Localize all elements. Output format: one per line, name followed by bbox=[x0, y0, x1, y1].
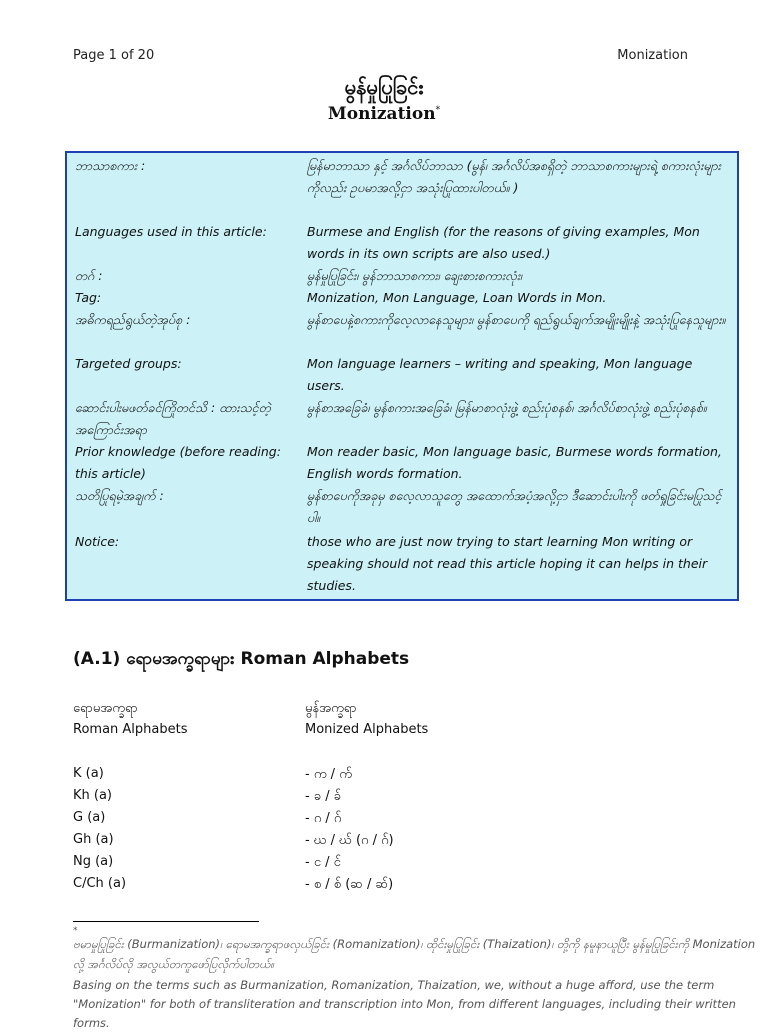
info-label: Languages used in this article: bbox=[75, 224, 267, 239]
column-header-right-burmese: မွန်အက္ခရာ bbox=[305, 701, 357, 716]
info-label: အဓိကရည်ရွယ်တဲ့အုပ်စု : bbox=[75, 312, 191, 327]
page-header-right: Monization bbox=[617, 48, 688, 63]
column-header-right-english: Monized Alphabets bbox=[305, 722, 429, 737]
alphabet-mon: - စ / စ် (ဆ / ဆ်) bbox=[305, 877, 394, 892]
column-header-left-burmese: ရောမအက္ခရာ bbox=[73, 701, 138, 716]
title-english-text: Monization bbox=[327, 104, 436, 124]
info-label: Tag: bbox=[75, 290, 102, 305]
info-label: Targeted groups: bbox=[75, 356, 182, 371]
info-label: Prior knowledge (before reading: this article) bbox=[75, 444, 281, 481]
alphabet-roman: G (a) bbox=[73, 810, 106, 825]
footnote-rule bbox=[73, 921, 259, 922]
info-value: မြန်မာဘာသာ နှင့် အင်္ဂလိပ်ဘာသာ (မွန်၊ အင်္ဂလိပ်အစရှိတဲ့ ဘာသာစကားများရဲ့ စကားလုံးများကိုလည်း ဥပမာအလို့ငှာ အသုံးပြုထားပါတယ်။ ) bbox=[307, 158, 721, 195]
info-value: မွန်စာပေကိုအခုမှ စလေ့လာသူတွေ အထောက်အပံ့အလို့ငှာ ဒီဆောင်းပါးကို ဖတ်ရှုခြင်းမပြုသင့်ပါ။ bbox=[307, 488, 722, 525]
info-value: မွန်စာပေနဲ့စကားကိုလေ့လာနေသူများ၊ မွန်စာပေကို ရည်ရွယ်ချက်အမျိုးမျိုးနဲ့ အသုံးပြုနေသူများ။ bbox=[307, 312, 726, 327]
alphabet-roman: Gh (a) bbox=[73, 832, 114, 847]
info-value: those who are just now trying to start learning Mon writing or speaking should not read this article hoping it can helps in their studies. bbox=[307, 534, 708, 593]
alphabet-mon: - က / က် bbox=[305, 767, 352, 782]
info-value: မွန်မှုပြုခြင်း၊ မွန်ဘာသာစကား၊ ချေးစားစကားလုံး၊ bbox=[307, 268, 522, 283]
column-header-left-english: Roman Alphabets bbox=[73, 722, 188, 737]
info-value: မွန်စာအခြေခံ၊ မွန်စကားအခြေခံ၊ မြန်မာစာလုံးဖွဲ့ စည်းပုံစနစ်၊ အင်္ဂလိပ်စာလုံးဖွဲ့ စည်းပုံစနစ်။ bbox=[307, 400, 707, 415]
info-label: သတိပြုရမဲ့အချက် : bbox=[75, 488, 164, 503]
section-heading: (A.1) ရောမအက္ခရာများ Roman Alphabets bbox=[73, 649, 410, 669]
alphabet-mon: - င / င် bbox=[305, 855, 341, 870]
footnote-reference: * bbox=[435, 105, 441, 116]
alphabet-mon: - ဂ / ဂ် bbox=[305, 811, 342, 826]
alphabet-mon: - ဃ / ဃ် (ဂ / ဂ်) bbox=[305, 833, 394, 848]
info-value: Monization, Mon Language, Loan Words in Mon. bbox=[307, 290, 607, 305]
alphabet-roman: Kh (a) bbox=[73, 788, 113, 803]
alphabet-roman: K (a) bbox=[73, 766, 104, 781]
title-burmese: မွန်မှုပြုခြင်း bbox=[344, 75, 424, 99]
info-value: Mon reader basic, Mon language basic, Burmese words formation, English words formation. bbox=[307, 444, 722, 481]
info-box bbox=[65, 151, 739, 601]
page-header-left: Page 1 of 20 bbox=[73, 48, 155, 63]
info-label: တဂ် : bbox=[75, 268, 103, 283]
alphabet-mon: - ခ / ခ် bbox=[305, 789, 342, 804]
title-english bbox=[0, 104, 768, 124]
info-value: Mon language learners – writing and speaking, Mon language users. bbox=[307, 356, 693, 393]
info-value: Burmese and English (for the reasons of giving examples, Mon words in its own scripts are also used.) bbox=[307, 224, 700, 261]
footnote-mark: * bbox=[73, 926, 78, 936]
footnote-burmese: ဗမာမှုပြုခြင်း (Burmanization)၊ ရောမအက္ခရာဖလှယ်ခြင်း (Romanization)၊ ထိုင်းမှုပြုခြင်း (Thaization)၊ တို့ကို နမူနာယူပြီး မွန်မှုပြုခြင်းကို Monization လို့ အင်္ဂလိပ်လို အလွယ်တကူဖော်ပြလိုက်ပါတယ်။ bbox=[73, 937, 756, 971]
info-label: ဘာသာစကား : bbox=[75, 158, 146, 173]
info-label: ဆောင်းပါးမဖတ်ခင်ကြိုတင်သိ : ထားသင့်တဲ့အကြောင်းအရာ bbox=[75, 400, 271, 437]
footnote-english: Basing on the terms such as Burmanization, Romanization, Thaization, we, without a huge afford, use the term "Monization" for both of transliteration and transcription into Mon, from different languages, including their written forms. bbox=[73, 978, 736, 1030]
alphabet-roman: C/Ch (a) bbox=[73, 876, 127, 891]
alphabet-roman: Ng (a) bbox=[73, 854, 114, 869]
info-label: Notice: bbox=[75, 534, 120, 549]
